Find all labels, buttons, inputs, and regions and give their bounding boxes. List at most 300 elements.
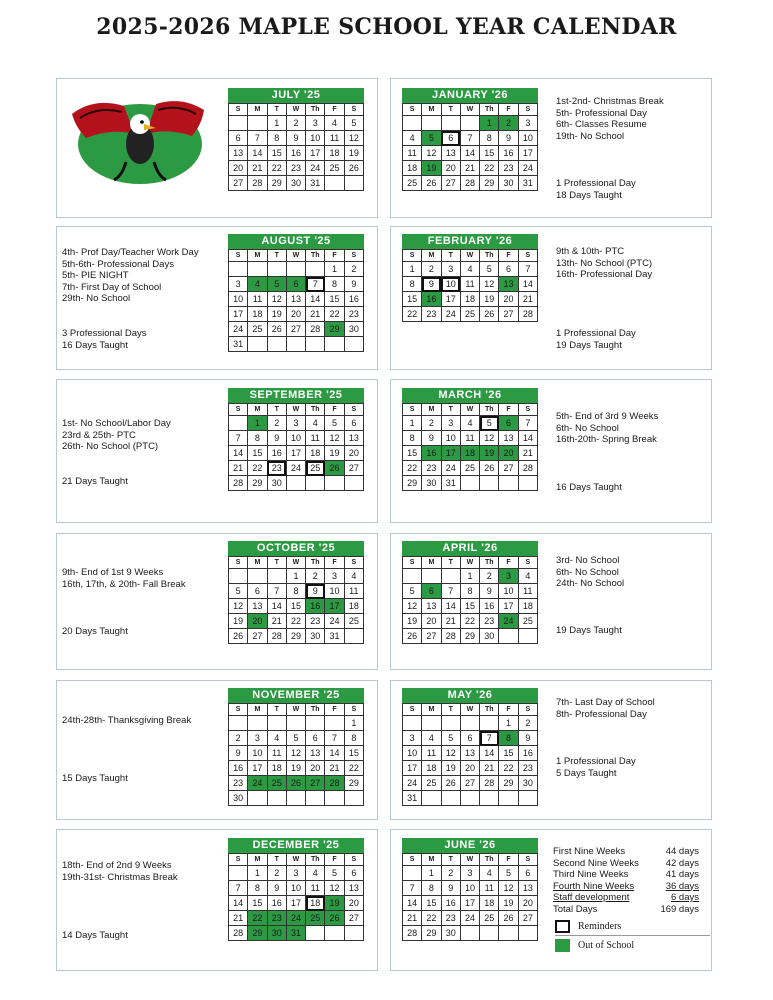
weekday-header: Th bbox=[306, 404, 325, 416]
day-cell: 30 bbox=[306, 629, 325, 644]
day-cell: 17 bbox=[306, 146, 325, 161]
month-title: JULY '25 bbox=[228, 88, 364, 103]
month-grid bbox=[402, 703, 538, 806]
day-cell: 15 bbox=[422, 896, 441, 911]
day-cell: 7 bbox=[325, 731, 344, 746]
day-cell bbox=[248, 262, 267, 277]
weekday-header: F bbox=[325, 250, 344, 262]
day-cell: 12 bbox=[344, 131, 363, 146]
day-cell: 13 bbox=[499, 277, 518, 292]
day-cell: 2 bbox=[422, 262, 441, 277]
weekday-header: T bbox=[441, 104, 460, 116]
day-cell: 14 bbox=[518, 277, 537, 292]
day-cell: 24 bbox=[518, 161, 537, 176]
month-calendar-feb bbox=[402, 234, 538, 322]
day-cell: 6 bbox=[306, 731, 325, 746]
month-calendar-may bbox=[402, 688, 538, 806]
week-row bbox=[229, 461, 364, 476]
weekday-header: M bbox=[248, 557, 267, 569]
totals-row bbox=[553, 892, 699, 904]
day-cell: 19 bbox=[325, 446, 344, 461]
february-summary: 1 Professional Day 19 Days Taught bbox=[556, 328, 636, 351]
month-grid bbox=[402, 556, 538, 644]
month-title: OCTOBER '25 bbox=[228, 541, 364, 556]
week-row bbox=[403, 866, 538, 881]
day-cell: 15 bbox=[403, 292, 422, 307]
day-cell: 6 bbox=[441, 131, 460, 146]
week-row bbox=[403, 614, 538, 629]
reminder-box-icon bbox=[555, 920, 570, 933]
day-cell bbox=[344, 476, 363, 491]
month-calendar-jan bbox=[402, 88, 538, 191]
april-summary: 19 Days Taught bbox=[556, 625, 622, 636]
day-cell bbox=[499, 476, 518, 491]
day-cell: 31 bbox=[306, 176, 325, 191]
week-row bbox=[403, 262, 538, 277]
day-cell bbox=[480, 716, 499, 731]
day-cell: 9 bbox=[422, 431, 441, 446]
day-cell: 17 bbox=[441, 292, 460, 307]
month-grid bbox=[402, 249, 538, 322]
day-cell: 12 bbox=[286, 746, 305, 761]
weekday-header: S bbox=[344, 104, 363, 116]
day-cell: 21 bbox=[460, 161, 479, 176]
day-cell: 3 bbox=[286, 416, 305, 431]
week-row bbox=[229, 584, 364, 599]
december-events: 18th- End of 2nd 9 Weeks 19th-31st- Christmas Break bbox=[62, 860, 178, 883]
day-cell: 25 bbox=[306, 911, 325, 926]
weekday-header: W bbox=[286, 854, 305, 866]
day-cell: 4 bbox=[422, 731, 441, 746]
day-cell: 9 bbox=[441, 881, 460, 896]
weekday-header: S bbox=[229, 404, 248, 416]
week-row bbox=[229, 911, 364, 926]
weekday-header: T bbox=[267, 704, 286, 716]
day-cell: 18 bbox=[248, 307, 267, 322]
day-cell: 7 bbox=[441, 584, 460, 599]
day-cell: 19 bbox=[441, 761, 460, 776]
weekday-header: S bbox=[344, 854, 363, 866]
day-cell: 20 bbox=[499, 292, 518, 307]
day-cell bbox=[480, 926, 499, 941]
day-cell: 21 bbox=[403, 911, 422, 926]
day-cell: 18 bbox=[306, 896, 325, 911]
day-cell: 1 bbox=[499, 716, 518, 731]
day-cell: 18 bbox=[422, 761, 441, 776]
day-cell bbox=[286, 716, 305, 731]
day-cell: 25 bbox=[460, 307, 479, 322]
day-cell bbox=[306, 716, 325, 731]
week-row bbox=[403, 116, 538, 131]
weekday-header: F bbox=[499, 557, 518, 569]
month-calendar-aug bbox=[228, 234, 364, 352]
day-cell bbox=[286, 262, 305, 277]
day-cell: 16 bbox=[422, 446, 441, 461]
day-cell: 29 bbox=[499, 776, 518, 791]
day-cell: 20 bbox=[306, 761, 325, 776]
day-cell: 10 bbox=[499, 584, 518, 599]
day-cell: 23 bbox=[267, 911, 286, 926]
day-cell: 14 bbox=[306, 292, 325, 307]
day-cell: 27 bbox=[441, 176, 460, 191]
week-row bbox=[229, 746, 364, 761]
day-cell: 18 bbox=[325, 146, 344, 161]
totals-value: 44 days bbox=[665, 846, 699, 857]
weekday-header: T bbox=[441, 404, 460, 416]
day-cell: 18 bbox=[480, 896, 499, 911]
day-cell bbox=[306, 926, 325, 941]
august-summary: 3 Professional Days 16 Days Taught bbox=[62, 328, 147, 351]
day-cell bbox=[460, 116, 479, 131]
weekday-header: S bbox=[344, 557, 363, 569]
day-cell: 4 bbox=[248, 277, 267, 292]
day-cell: 9 bbox=[267, 431, 286, 446]
day-cell: 10 bbox=[229, 292, 248, 307]
weekday-header: M bbox=[248, 704, 267, 716]
weekday-header: T bbox=[267, 104, 286, 116]
day-cell: 27 bbox=[286, 322, 305, 337]
day-cell: 6 bbox=[344, 866, 363, 881]
day-cell: 17 bbox=[286, 446, 305, 461]
weekday-header: S bbox=[518, 404, 537, 416]
day-cell: 21 bbox=[518, 292, 537, 307]
out-of-school-swatch-icon bbox=[555, 939, 570, 952]
month-calendar-oct bbox=[228, 541, 364, 644]
day-cell: 3 bbox=[518, 116, 537, 131]
day-cell: 8 bbox=[267, 131, 286, 146]
month-title: APRIL '26 bbox=[402, 541, 538, 556]
day-cell bbox=[248, 791, 267, 806]
day-cell: 5 bbox=[480, 262, 499, 277]
day-cell: 28 bbox=[229, 926, 248, 941]
week-row bbox=[229, 146, 364, 161]
day-cell: 8 bbox=[286, 584, 305, 599]
day-cell bbox=[344, 176, 363, 191]
day-cell: 22 bbox=[480, 161, 499, 176]
day-cell: 26 bbox=[286, 776, 305, 791]
week-row bbox=[403, 176, 538, 191]
day-cell: 4 bbox=[403, 131, 422, 146]
legend bbox=[555, 917, 710, 954]
day-cell: 26 bbox=[422, 176, 441, 191]
day-cell: 30 bbox=[422, 476, 441, 491]
day-cell: 19 bbox=[325, 896, 344, 911]
totals-label: Staff development bbox=[553, 892, 630, 903]
weekday-header: S bbox=[403, 250, 422, 262]
day-cell bbox=[518, 926, 537, 941]
day-cell: 7 bbox=[518, 416, 537, 431]
day-cell: 1 bbox=[403, 416, 422, 431]
weekday-header: F bbox=[499, 404, 518, 416]
day-cell: 30 bbox=[229, 791, 248, 806]
day-cell: 23 bbox=[422, 307, 441, 322]
day-cell: 9 bbox=[422, 277, 441, 292]
week-row bbox=[403, 776, 538, 791]
day-cell bbox=[248, 337, 267, 352]
day-cell: 26 bbox=[229, 629, 248, 644]
day-cell: 17 bbox=[229, 307, 248, 322]
day-cell: 1 bbox=[460, 569, 479, 584]
weekday-header: Th bbox=[480, 704, 499, 716]
day-cell bbox=[306, 337, 325, 352]
day-cell: 4 bbox=[518, 569, 537, 584]
weekday-header: S bbox=[403, 104, 422, 116]
day-cell: 31 bbox=[325, 629, 344, 644]
day-cell: 28 bbox=[441, 629, 460, 644]
day-cell: 5 bbox=[229, 584, 248, 599]
day-cell: 14 bbox=[480, 746, 499, 761]
day-cell: 28 bbox=[248, 176, 267, 191]
day-cell bbox=[460, 791, 479, 806]
day-cell bbox=[344, 337, 363, 352]
day-cell: 30 bbox=[267, 476, 286, 491]
day-cell: 7 bbox=[248, 131, 267, 146]
day-cell: 1 bbox=[248, 416, 267, 431]
week-row bbox=[403, 926, 538, 941]
weekday-header: M bbox=[422, 704, 441, 716]
may-summary: 1 Professional Day 5 Days Taught bbox=[556, 756, 636, 779]
month-calendar-dec bbox=[228, 838, 364, 941]
day-cell: 14 bbox=[441, 599, 460, 614]
september-events: 1st- No School/Labor Day 23rd & 25th- PTC 26th- No School (PTC) bbox=[62, 418, 171, 452]
month-title: NOVEMBER '25 bbox=[228, 688, 364, 703]
day-cell bbox=[229, 116, 248, 131]
day-cell: 1 bbox=[267, 116, 286, 131]
day-cell: 28 bbox=[325, 776, 344, 791]
weekday-header: S bbox=[344, 704, 363, 716]
day-cell: 20 bbox=[344, 446, 363, 461]
day-cell: 7 bbox=[518, 262, 537, 277]
day-cell bbox=[267, 569, 286, 584]
day-cell: 16 bbox=[518, 746, 537, 761]
month-title: AUGUST '25 bbox=[228, 234, 364, 249]
day-cell: 17 bbox=[499, 599, 518, 614]
day-cell: 4 bbox=[460, 262, 479, 277]
day-cell: 17 bbox=[286, 896, 305, 911]
day-cell bbox=[403, 866, 422, 881]
may-events: 7th- Last Day of School 8th- Professional Day bbox=[556, 697, 655, 720]
day-cell bbox=[248, 716, 267, 731]
month-grid bbox=[228, 249, 364, 352]
day-cell bbox=[229, 716, 248, 731]
day-cell: 25 bbox=[267, 776, 286, 791]
day-cell: 17 bbox=[518, 146, 537, 161]
day-cell: 12 bbox=[480, 431, 499, 446]
day-cell bbox=[441, 716, 460, 731]
day-cell: 30 bbox=[267, 926, 286, 941]
day-cell: 2 bbox=[306, 569, 325, 584]
day-cell: 22 bbox=[267, 161, 286, 176]
month-grid bbox=[402, 103, 538, 191]
totals-row bbox=[553, 869, 699, 881]
weekday-header: T bbox=[441, 557, 460, 569]
weekday-header: S bbox=[518, 557, 537, 569]
october-summary: 20 Days Taught bbox=[62, 626, 128, 637]
day-cell bbox=[267, 716, 286, 731]
day-cell: 16 bbox=[422, 292, 441, 307]
week-row bbox=[403, 881, 538, 896]
day-cell bbox=[403, 569, 422, 584]
day-cell: 20 bbox=[460, 761, 479, 776]
day-cell: 23 bbox=[518, 761, 537, 776]
day-cell: 14 bbox=[460, 146, 479, 161]
day-cell: 23 bbox=[480, 614, 499, 629]
day-cell: 14 bbox=[325, 746, 344, 761]
day-cell: 15 bbox=[480, 146, 499, 161]
legend-reminders bbox=[555, 917, 710, 935]
day-cell: 13 bbox=[344, 431, 363, 446]
day-cell: 12 bbox=[441, 746, 460, 761]
week-row bbox=[229, 926, 364, 941]
day-cell bbox=[403, 716, 422, 731]
weekday-header: S bbox=[518, 854, 537, 866]
day-cell: 9 bbox=[267, 881, 286, 896]
weekday-header: F bbox=[499, 104, 518, 116]
day-cell: 21 bbox=[480, 761, 499, 776]
day-cell: 24 bbox=[306, 161, 325, 176]
page-title: 2025-2026 MAPLE SCHOOL YEAR CALENDAR bbox=[96, 14, 677, 40]
day-cell: 7 bbox=[403, 881, 422, 896]
day-cell: 17 bbox=[325, 599, 344, 614]
day-cell: 24 bbox=[403, 776, 422, 791]
day-cell: 7 bbox=[229, 431, 248, 446]
october-events: 9th- End of 1st 9 Weeks 16th, 17th, & 20th- Fall Break bbox=[62, 567, 186, 590]
day-cell: 8 bbox=[460, 584, 479, 599]
day-cell: 11 bbox=[422, 746, 441, 761]
day-cell: 5 bbox=[344, 116, 363, 131]
day-cell: 3 bbox=[441, 262, 460, 277]
day-cell: 22 bbox=[248, 911, 267, 926]
week-row bbox=[403, 431, 538, 446]
totals-row bbox=[553, 858, 699, 870]
week-row bbox=[403, 307, 538, 322]
week-row bbox=[403, 476, 538, 491]
day-cell: 28 bbox=[518, 461, 537, 476]
month-calendar-apr bbox=[402, 541, 538, 644]
month-title: DECEMBER '25 bbox=[228, 838, 364, 853]
day-cell: 2 bbox=[267, 866, 286, 881]
week-row bbox=[403, 761, 538, 776]
day-cell bbox=[441, 791, 460, 806]
week-row bbox=[403, 731, 538, 746]
day-cell: 28 bbox=[403, 926, 422, 941]
totals-row bbox=[553, 904, 699, 916]
day-cell: 29 bbox=[403, 476, 422, 491]
day-cell: 2 bbox=[499, 116, 518, 131]
day-cell: 15 bbox=[248, 896, 267, 911]
week-row bbox=[229, 322, 364, 337]
day-cell: 7 bbox=[267, 584, 286, 599]
day-cell: 16 bbox=[229, 761, 248, 776]
day-cell: 5 bbox=[325, 866, 344, 881]
weekday-header: Th bbox=[306, 557, 325, 569]
day-cell bbox=[229, 262, 248, 277]
weekday-header: M bbox=[422, 557, 441, 569]
day-cell: 2 bbox=[267, 416, 286, 431]
week-row bbox=[403, 896, 538, 911]
day-cell: 30 bbox=[480, 629, 499, 644]
day-cell: 19 bbox=[286, 761, 305, 776]
day-cell: 22 bbox=[344, 761, 363, 776]
day-cell: 19 bbox=[229, 614, 248, 629]
day-cell: 21 bbox=[518, 446, 537, 461]
day-cell bbox=[286, 476, 305, 491]
day-cell: 22 bbox=[499, 761, 518, 776]
day-cell: 13 bbox=[422, 599, 441, 614]
weekday-header: Th bbox=[306, 250, 325, 262]
week-row bbox=[403, 277, 538, 292]
day-cell: 5 bbox=[499, 866, 518, 881]
week-row bbox=[403, 911, 538, 926]
day-cell: 5 bbox=[286, 731, 305, 746]
day-cell: 11 bbox=[306, 431, 325, 446]
day-cell: 14 bbox=[248, 146, 267, 161]
day-cell: 5 bbox=[267, 277, 286, 292]
weekday-header: F bbox=[499, 854, 518, 866]
day-cell: 5 bbox=[441, 731, 460, 746]
day-cell: 1 bbox=[480, 116, 499, 131]
day-cell: 25 bbox=[480, 911, 499, 926]
day-cell: 17 bbox=[441, 446, 460, 461]
day-cell bbox=[422, 716, 441, 731]
weekday-header: Th bbox=[480, 854, 499, 866]
day-cell: 24 bbox=[286, 911, 305, 926]
day-cell: 25 bbox=[248, 322, 267, 337]
day-cell bbox=[267, 791, 286, 806]
day-cell bbox=[518, 629, 537, 644]
weekday-header: M bbox=[422, 854, 441, 866]
day-cell: 21 bbox=[229, 461, 248, 476]
day-cell: 28 bbox=[460, 176, 479, 191]
weekday-header: F bbox=[325, 704, 344, 716]
day-cell bbox=[325, 716, 344, 731]
day-cell: 24 bbox=[325, 614, 344, 629]
weekday-header: W bbox=[460, 250, 479, 262]
day-cell: 30 bbox=[344, 322, 363, 337]
totals-list bbox=[553, 846, 699, 915]
day-cell: 9 bbox=[229, 746, 248, 761]
day-cell: 6 bbox=[248, 584, 267, 599]
day-cell bbox=[460, 926, 479, 941]
day-cell bbox=[229, 569, 248, 584]
day-cell: 3 bbox=[441, 416, 460, 431]
week-row bbox=[403, 746, 538, 761]
day-cell: 30 bbox=[499, 176, 518, 191]
month-calendar-nov bbox=[228, 688, 364, 806]
day-cell: 12 bbox=[325, 881, 344, 896]
day-cell: 8 bbox=[325, 277, 344, 292]
day-cell: 5 bbox=[325, 416, 344, 431]
day-cell: 21 bbox=[306, 307, 325, 322]
day-cell: 3 bbox=[325, 569, 344, 584]
day-cell: 1 bbox=[325, 262, 344, 277]
day-cell: 24 bbox=[460, 911, 479, 926]
day-cell: 3 bbox=[460, 866, 479, 881]
april-events: 3rd- No School 6th- No School 24th- No School bbox=[556, 555, 625, 589]
day-cell: 31 bbox=[403, 791, 422, 806]
week-row bbox=[229, 446, 364, 461]
weekday-header: S bbox=[344, 404, 363, 416]
totals-label: Fourth Nine Weeks bbox=[553, 880, 635, 892]
day-cell bbox=[267, 262, 286, 277]
weekday-header: Th bbox=[306, 854, 325, 866]
day-cell: 31 bbox=[518, 176, 537, 191]
day-cell: 28 bbox=[229, 476, 248, 491]
day-cell: 26 bbox=[403, 629, 422, 644]
day-cell bbox=[306, 791, 325, 806]
day-cell: 15 bbox=[499, 746, 518, 761]
day-cell: 20 bbox=[248, 614, 267, 629]
